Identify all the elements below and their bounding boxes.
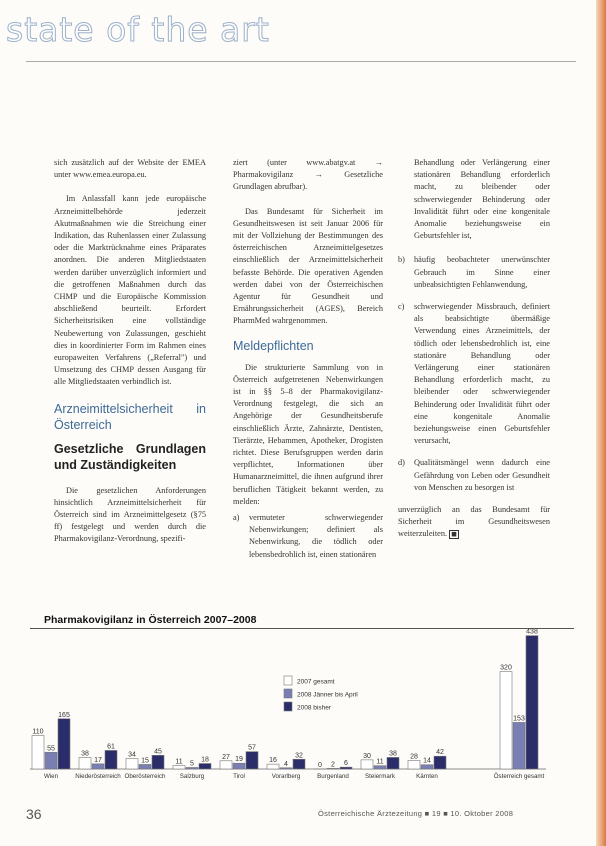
bar-value-label: 110: [32, 728, 44, 736]
bar-oberösterreich-series-2: [139, 764, 151, 769]
category-label: Niederösterreich: [75, 773, 121, 780]
bar-value-label: 45: [154, 748, 162, 756]
bar-oberösterreich-series-3: [152, 755, 164, 769]
bar-steiermark-series-2: [374, 766, 386, 769]
bar-value-label: 42: [436, 749, 444, 757]
bar-value-label: 38: [81, 750, 89, 758]
legend-swatch-2: [284, 689, 292, 698]
bar-wien-series-3: [58, 719, 70, 769]
bar-value-label: 32: [295, 752, 303, 760]
bar-vorarlberg-series-1: [267, 764, 279, 769]
col3-closing-paragraph: [398, 504, 550, 542]
col3-closing-text: unverzüglich an das Bundesamt für Sicherheit im Gesundheitswesen weiterzuleiten.: [398, 505, 550, 539]
bar-niederösterreich-series-1: [79, 757, 91, 769]
bar-salzburg-series-2: [186, 767, 198, 769]
category-label: Salzburg: [179, 773, 205, 780]
list-text-b: häufig beobachteter unerwünschter Gebrauch im Sinne einer unbeabsichtigten Fehlanwendung,: [414, 255, 550, 289]
bar-burgenland-series-2: [327, 768, 339, 769]
bar-value-label: 16: [269, 757, 277, 765]
bar-burgenland-series-3: [340, 767, 352, 769]
bar-vorarlberg-series-3: [293, 759, 305, 769]
col1-paragraph-1: sich zusätzlich auf der Website der EMEA unter www.emea.europa.eu.: [54, 158, 206, 180]
bar-value-label: 0: [318, 762, 322, 769]
list-text-a: vermuteter schwerwiegender Nebenwirkungen; definiert als Nebenwirkung, die tödlich oder lebensbedrohlich ist, einen stationären: [249, 513, 383, 559]
col2-paragraph-3: Die strukturierte Sammlung von in Österreich aufgetretenen Nebenwirkungen ist in §§ 5–8 der Pharmakovigilanz-Verordnung festgelegt, die sich an Angehörige der Gesundheitsberufe einschließlich Ärzte, Zahnärzte, Dentisten, Tierärzte, Hebammen, Apotheker, Drogisten richtet. Diese Berufsgruppen werden darin verpflichtet, Informationen über Humanarzneimittel, die ihnen aufgrund ihrer beruflichen Tätigkeit bekannt werden, zu melden:: [233, 362, 383, 506]
col1-paragraph-3: Die gesetzlichen Anforderungen hinsichtlich Arzneimittelsicherheit für Österreich sind im Arzneimittelgesetz (§75 ff) festgelegt und werden durch die Pharmakovigilanz-Verordnung, spezifi-: [54, 485, 206, 544]
bar-niederösterreich-series-3: [105, 750, 117, 769]
bar-value-label: 4: [284, 760, 288, 768]
legend-label-3: 2008 bisher: [297, 704, 331, 712]
bar-value-label: 27: [222, 753, 230, 761]
bar-value-label: 17: [94, 756, 102, 764]
bar-value-label: 320: [500, 664, 512, 672]
bar-value-label: 438: [526, 628, 538, 636]
list-item-a: [233, 512, 383, 561]
col2-paragraph-1: ziert (unter www.abatgv.at → Pharmakovigilanz → Gesetzliche Grundlagen abrufbar).: [233, 158, 383, 192]
bar-kärnten-series-2: [421, 765, 433, 769]
list-label-a: a): [233, 513, 240, 523]
list-item-b: [398, 254, 550, 291]
heading-arzneimittelsicherheit: Arzneimittelsicherheit in Österreich: [54, 401, 206, 432]
bar-value-label: 28: [410, 753, 418, 761]
category-label: Burgenland: [317, 773, 349, 780]
page-edge-stripe: [596, 0, 606, 846]
bar-value-label: 2: [331, 761, 335, 769]
bar-österreich-gesamt-series-1: [500, 672, 512, 769]
bar-steiermark-series-1: [361, 760, 373, 769]
list-text-c: schwerwiegender Missbrauch, definiert als beabsichtigte übermäßige Verwendung eines Arzneimittels, der tödlich oder lebensbedrohlich ist, eine stationäre Behandlung oder Verlängerung einer stationären Behandlung erforderlich macht, zu bleibender oder schwerwiegender Behinderung oder Invalidität führt oder eine kongenitale Anomalie beziehungsweise einen Geburtsfehler verursacht,: [414, 302, 550, 446]
list-label-d: d): [398, 458, 405, 468]
column-2: [233, 157, 383, 563]
category-label: Vorarlberg: [271, 773, 301, 780]
page-number: 36: [26, 806, 42, 822]
bar-value-label: 165: [58, 711, 70, 719]
category-label: Steiermark: [365, 773, 395, 780]
bar-value-label: 19: [235, 756, 243, 764]
list-label-c: c): [398, 302, 405, 312]
bar-wien-series-2: [45, 752, 57, 769]
bar-wien-series-1: [32, 736, 44, 769]
col1-paragraph-2: Im Anlassfall kann jede europäische Arzneimittelbehörde jederzeit Akutmaßnahmen wie die Streichung einer Indikation, das Ruhenlassen einer Zulassung oder die Marktrücknahme eines Präparates anordnen. Die anderen Mitgliedstaaten werden darüber unverzüglich informiert und die getroffenen Maßnahmen durch das CHMP und die Europäische Kommission abschließend beurteilt. Erfordert Sicherheitsrisiken eine vollständige Neubewertung von Zulassungen, geschieht dies in koordinierter Form im Rahmen eines europaweiten Verfahrens („Referral") und Umsetzung des CHMP dessen Ausgang für alle Mitgliedstaaten verbindlich ist.: [54, 194, 206, 387]
column-1: [54, 157, 206, 558]
bar-value-label: 55: [47, 745, 55, 753]
heading-gesetzliche-grundlagen: Gesetzliche Grundlagen und Zuständigkeiten: [54, 441, 206, 472]
header-rule: [26, 61, 576, 62]
bar-österreich-gesamt-series-2: [513, 722, 525, 769]
category-label: Oberösterreich: [124, 773, 166, 780]
bar-salzburg-series-3: [199, 764, 211, 769]
bar-value-label: 153: [513, 715, 525, 723]
bar-value-label: 38: [389, 750, 397, 758]
journal-footer: Österreichische Ärztezeitung ■ 19 ■ 10. Oktober 2008: [318, 809, 514, 818]
list-item-d: [398, 457, 550, 494]
column-3: [398, 157, 550, 554]
section-title: state of the art: [6, 10, 270, 49]
bar-chart: [26, 610, 576, 786]
bar-vorarlberg-series-2: [280, 768, 292, 769]
bar-value-label: 5: [190, 760, 194, 768]
bar-value-label: 34: [128, 751, 136, 759]
bar-oberösterreich-series-1: [126, 759, 138, 769]
category-label: Wien: [43, 773, 59, 780]
bar-value-label: 15: [141, 757, 149, 765]
legend-label-1: 2007 gesamt: [297, 678, 335, 686]
list-item-c: [398, 301, 550, 447]
bar-value-label: 14: [423, 757, 431, 765]
bar-value-label: 18: [201, 756, 209, 764]
chart-title: Pharmakovigilanz in Österreich 2007–2008: [44, 614, 257, 626]
bar-niederösterreich-series-2: [92, 764, 104, 769]
col3-list: [398, 254, 550, 494]
bar-tirol-series-2: [233, 763, 245, 769]
category-label: Tirol: [233, 773, 245, 780]
bar-steiermark-series-3: [387, 757, 399, 769]
bar-kärnten-series-1: [408, 760, 420, 769]
bar-tirol-series-1: [220, 761, 232, 769]
category-label: Österreich gesamt: [493, 773, 545, 780]
bar-kärnten-series-3: [434, 756, 446, 769]
bar-value-label: 30: [363, 752, 371, 760]
legend-swatch-1: [284, 676, 292, 685]
heading-meldepflichten: Meldepflichten: [233, 338, 314, 353]
bar-value-label: 11: [175, 758, 183, 766]
bar-value-label: 61: [107, 743, 115, 751]
end-mark: ◼: [451, 531, 457, 539]
legend-swatch-3: [284, 702, 292, 711]
col2-paragraph-2: Das Bundesamt für Sicherheit im Gesundheitswesen ist seit Januar 2006 für mit der Vollziehung der Bestimmungen des österreichischen Arzneimittelgesetzes einschließlich der Arzneimittelsicherheit befasste Behörde. Die operativen Agenden werden dabei von der Österreichischen Agentur für Gesundheit und Ernährungssicherheit (AGES), Bereich PharmMed wahrgenommen.: [233, 206, 383, 326]
bar-österreich-gesamt-series-3: [526, 636, 538, 769]
legend-label-2: 2008 Jänner bis April: [297, 691, 358, 699]
bar-value-label: 57: [248, 744, 256, 752]
col3-continuation: Behandlung oder Verlängerung einer stationären Behandlung erforderlich macht, zu bleibender oder schwerwiegender Behinderung oder Invalidität führt oder eine kongenitale Anomalie beziehungsweise ein Geburtsfehler ist,: [414, 158, 550, 241]
bar-value-label: 6: [344, 760, 348, 768]
category-label: Kärnten: [416, 773, 438, 780]
bar-tirol-series-3: [246, 752, 258, 769]
bar-salzburg-series-1: [173, 766, 185, 769]
list-text-d: Qualitätsmängel wenn dadurch eine Gefährdung von Leben oder Gesundheit von Menschen zu besorgen ist: [414, 458, 550, 492]
list-label-b: b): [398, 255, 405, 265]
bar-value-label: 11: [376, 758, 384, 766]
